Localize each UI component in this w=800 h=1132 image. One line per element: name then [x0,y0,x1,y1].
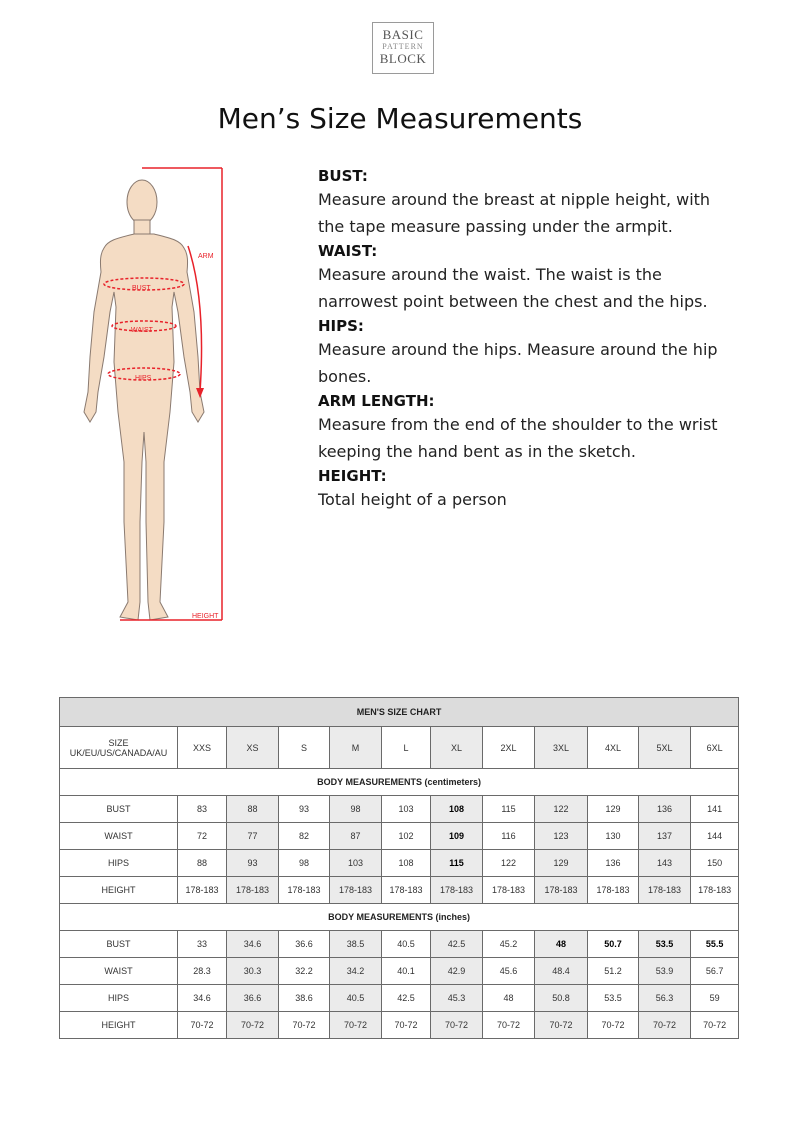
hips-label: HIPS [135,375,152,382]
size-header-cell: M [330,727,382,769]
value-cell: 70-72 [588,1012,639,1039]
row-label: HIPS [60,985,178,1012]
value-cell: 34.2 [330,958,382,985]
value-cell: 102 [382,823,431,850]
table-row [60,823,739,850]
value-cell: 103 [382,796,431,823]
value-cell: 87 [330,823,382,850]
value-cell: 88 [178,850,227,877]
arm-label: ARM [198,253,214,260]
value-cell: 70-72 [535,1012,588,1039]
value-cell: 178-183 [330,877,382,904]
value-cell: 178-183 [588,877,639,904]
value-cell: 56.3 [639,985,691,1012]
value-cell: 72 [178,823,227,850]
value-cell: 83 [178,796,227,823]
value-cell: 93 [227,850,279,877]
chart-title: MEN'S SIZE CHART [60,698,739,727]
size-header-cell: XS [227,727,279,769]
value-cell: 93 [279,796,330,823]
desc-text: Measure around the waist. The waist is the narrowest point between the chest and the hips. [318,265,708,311]
value-cell: 45.6 [483,958,535,985]
value-cell: 70-72 [279,1012,330,1039]
row-label: HIPS [60,850,178,877]
value-cell: 123 [535,823,588,850]
row-label: BUST [60,796,178,823]
value-cell: 137 [639,823,691,850]
value-cell: 108 [431,796,483,823]
height-label: HEIGHT [192,613,219,620]
value-cell: 70-72 [691,1012,739,1039]
size-header-cell: S [279,727,330,769]
value-cell: 34.6 [178,985,227,1012]
value-cell: 70-72 [382,1012,431,1039]
value-cell: 55.5 [691,931,739,958]
section-title: BODY MEASUREMENTS (centimeters) [60,769,739,796]
desc-text: Total height of a person [318,490,507,509]
size-header-cell: 6XL [691,727,739,769]
table-row [60,985,739,1012]
bust-label: BUST [132,285,151,292]
value-cell: 70-72 [330,1012,382,1039]
value-cell: 141 [691,796,739,823]
desc-heading: WAIST: [318,242,378,260]
human-body-illustration [84,180,204,620]
value-cell: 122 [535,796,588,823]
row-label: WAIST [60,958,178,985]
value-cell: 53.5 [588,985,639,1012]
logo-line-3: BLOCK [379,51,427,66]
row-label: BUST [60,931,178,958]
value-cell: 33 [178,931,227,958]
value-cell: 178-183 [639,877,691,904]
row-label: HEIGHT [60,1012,178,1039]
desc-hips [318,315,718,390]
value-cell: 178-183 [279,877,330,904]
table-row [60,931,739,958]
value-cell: 53.5 [639,931,691,958]
table-row [60,850,739,877]
value-cell: 45.2 [483,931,535,958]
value-cell: 115 [483,796,535,823]
value-cell: 178-183 [483,877,535,904]
value-cell: 115 [431,850,483,877]
value-cell: 150 [691,850,739,877]
value-cell: 178-183 [227,877,279,904]
table-row [60,796,739,823]
value-cell: 130 [588,823,639,850]
value-cell: 143 [639,850,691,877]
value-cell: 122 [483,850,535,877]
value-cell: 144 [691,823,739,850]
page-title: Men’s Size Measurements [217,102,583,135]
value-cell: 45.3 [431,985,483,1012]
row-label: WAIST [60,823,178,850]
value-cell: 42.5 [431,931,483,958]
value-cell: 70-72 [227,1012,279,1039]
table-row [60,958,739,985]
size-label-cell [60,727,178,769]
table-row [60,1012,739,1039]
body-measurement-figure [80,162,240,632]
value-cell: 28.3 [178,958,227,985]
size-header-cell: 5XL [639,727,691,769]
value-cell: 40.5 [330,985,382,1012]
value-cell: 34.6 [227,931,279,958]
section-title: BODY MEASUREMENTS (inches) [60,904,739,931]
desc-text: Measure from the end of the shoulder to the wrist keeping the hand bent as in the sketch. [318,415,718,461]
value-cell: 40.1 [382,958,431,985]
value-cell: 38.5 [330,931,382,958]
value-cell: 136 [588,850,639,877]
value-cell: 70-72 [431,1012,483,1039]
desc-text: Measure around the breast at nipple height, with the tape measure passing under the armpit. [318,190,711,236]
size-label-line2: UK/EU/US/CANADA/AU [69,747,168,758]
value-cell: 129 [535,850,588,877]
value-cell: 30.3 [227,958,279,985]
size-chart-table [59,697,739,1039]
value-cell: 178-183 [431,877,483,904]
desc-arm-length [318,390,718,465]
value-cell: 40.5 [382,931,431,958]
size-label-line1: SIZE [108,737,129,748]
value-cell: 56.7 [691,958,739,985]
brand-logo [372,22,434,74]
value-cell: 42.5 [382,985,431,1012]
size-header-cell: 3XL [535,727,588,769]
value-cell: 98 [279,850,330,877]
value-cell: 178-183 [382,877,431,904]
desc-height [318,465,718,514]
size-header-cell: XL [431,727,483,769]
value-cell: 109 [431,823,483,850]
value-cell: 53.9 [639,958,691,985]
value-cell: 82 [279,823,330,850]
value-cell: 116 [483,823,535,850]
desc-waist [318,240,718,315]
value-cell: 38.6 [279,985,330,1012]
logo-line-1: BASIC [382,27,424,42]
value-cell: 70-72 [639,1012,691,1039]
measurement-instructions [318,165,718,514]
desc-heading: ARM LENGTH: [318,392,435,410]
desc-heading: HIPS: [318,317,364,335]
value-cell: 50.7 [588,931,639,958]
value-cell: 36.6 [279,931,330,958]
value-cell: 98 [330,796,382,823]
desc-bust [318,165,718,240]
row-label: HEIGHT [60,877,178,904]
value-cell: 32.2 [279,958,330,985]
value-cell: 178-183 [535,877,588,904]
value-cell: 42.9 [431,958,483,985]
waist-label: WAIST [131,327,153,334]
value-cell: 36.6 [227,985,279,1012]
table-row [60,877,739,904]
desc-heading: HEIGHT: [318,467,387,485]
value-cell: 48.4 [535,958,588,985]
value-cell: 51.2 [588,958,639,985]
value-cell: 108 [382,850,431,877]
value-cell: 129 [588,796,639,823]
value-cell: 178-183 [178,877,227,904]
size-header-cell: 4XL [588,727,639,769]
value-cell: 48 [483,985,535,1012]
value-cell: 77 [227,823,279,850]
value-cell: 88 [227,796,279,823]
size-header-cell: L [382,727,431,769]
desc-heading: BUST: [318,167,368,185]
desc-text: Measure around the hips. Measure around the hip bones. [318,340,718,386]
value-cell: 136 [639,796,691,823]
value-cell: 70-72 [178,1012,227,1039]
value-cell: 59 [691,985,739,1012]
value-cell: 50.8 [535,985,588,1012]
size-header-cell: 2XL [483,727,535,769]
value-cell: 48 [535,931,588,958]
value-cell: 103 [330,850,382,877]
value-cell: 70-72 [483,1012,535,1039]
size-header-cell: XXS [178,727,227,769]
logo-line-2: PATTERN [382,42,424,51]
value-cell: 178-183 [691,877,739,904]
